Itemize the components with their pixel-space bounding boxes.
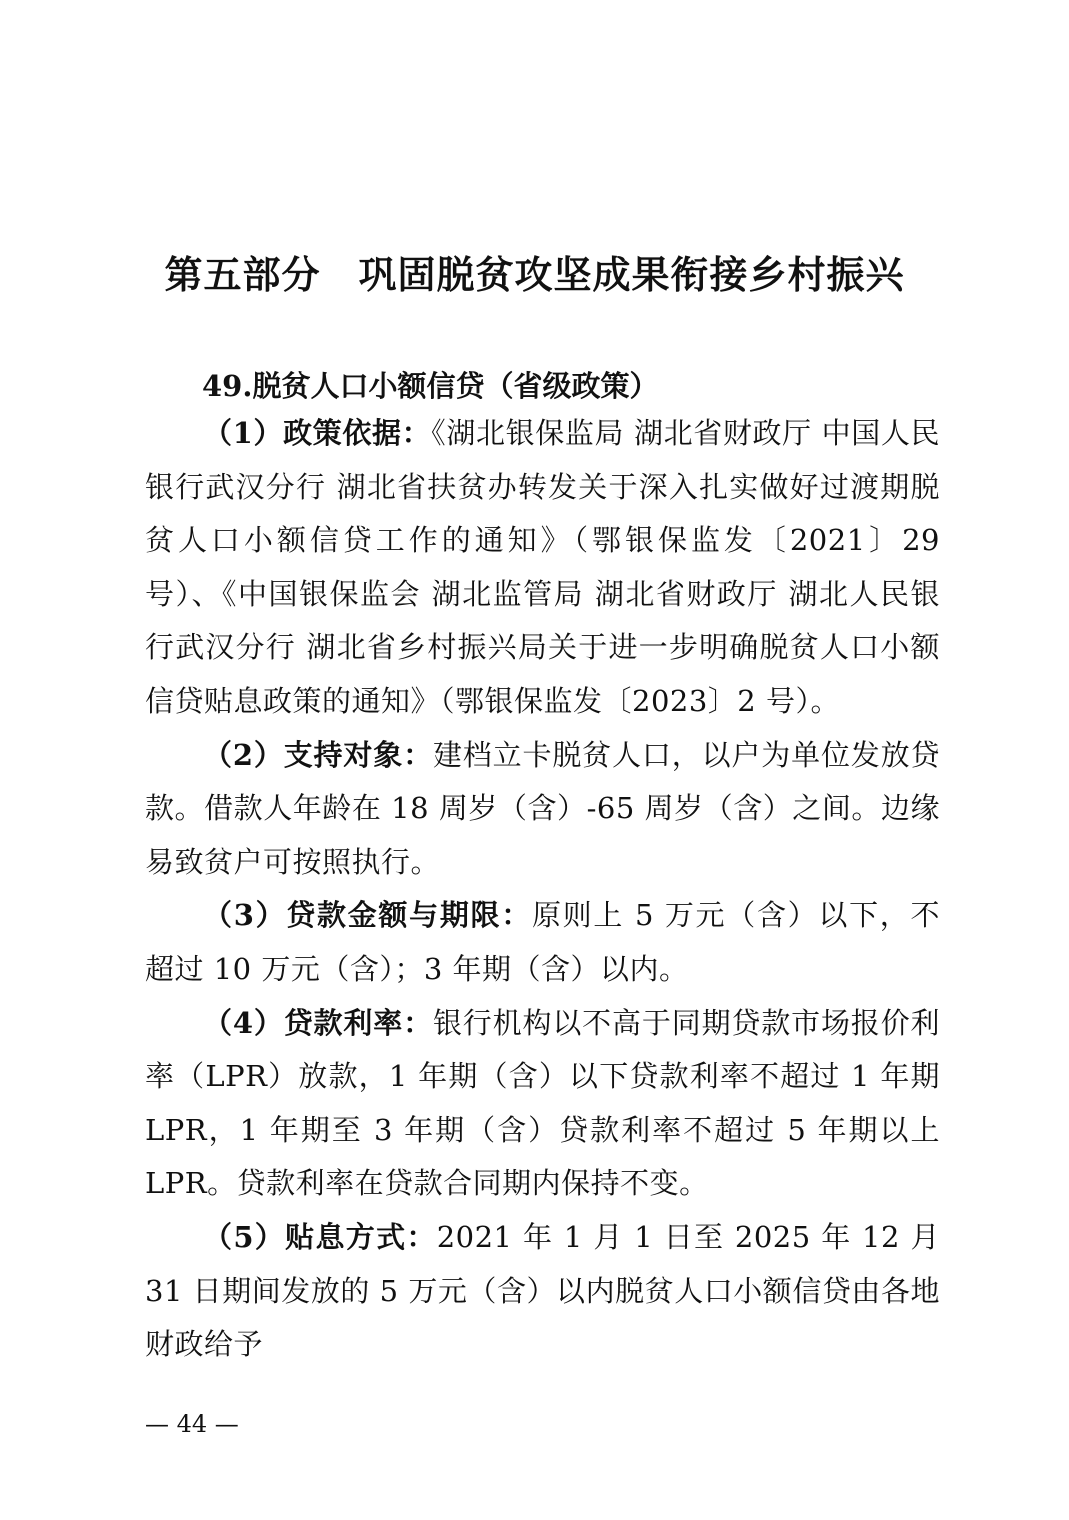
paragraph-label: （5）贴息方式： (203, 1219, 437, 1254)
section-heading: 49.脱贫人口小额信贷（省级政策） (202, 369, 659, 403)
paragraph-label: （2）支持对象： (203, 737, 433, 772)
paragraph-text: 《湖北银保监局 湖北省财政厅 中国人民银行武汉分行 湖北省扶贫办转发关于深入扎实做好过渡期脱贫人口小额信贷工作的通知》（鄂银保监发〔2021〕29 号）、《中国银保监会 湖北监管局 湖北省财政厅 湖北人民银行武汉分行 湖北省乡村振兴局关于进一步明确脱贫人口小额信贷贴息政策的通知》（鄂银保监发〔2023〕2 号）。 (145, 416, 940, 718)
paragraph-interest-subsidy (145, 1211, 940, 1372)
paragraph-loan-amount-term (145, 889, 940, 996)
paragraph-text: 原则上 5 万元（含）以下，不超过 10 万元（含）；3 年期（含）以内。 (145, 898, 940, 986)
paragraph-loan-rate (145, 997, 940, 1211)
paragraph-label: （4）贷款利率： (203, 1005, 433, 1040)
part-title (0, 244, 1069, 299)
paragraph-text: 建档立卡脱贫人口，以户为单位发放贷款。借款人年龄在 18 周岁（含）-65 周岁（含）之间。边缘易致贫户可按照执行。 (145, 737, 940, 879)
body-text (145, 407, 940, 1372)
paragraph-policy-basis (145, 407, 940, 729)
part-title-number: 第五部分 (164, 252, 321, 297)
paragraph-text: 2021 年 1 月 1 日至 2025 年 12 月 31 日期间发放的 5 万元（含）以内脱贫人口小额信贷由各地财政给予 (145, 1219, 940, 1362)
paragraph-label: （3）贷款金额与期限： (203, 898, 532, 933)
part-title-text: 巩固脱贫攻坚成果衔接乡村振兴 (358, 252, 905, 297)
paragraph-text: 银行机构以不高于同期贷款市场报价利率（LPR）放款，1 年期（含）以下贷款利率不超过 1 年期 LPR，1 年期至 3 年期（含）贷款利率不超过 5 年期以上 LPR。贷款利率在贷款合同期内保持不变。 (145, 1005, 940, 1201)
paragraph-support-target (145, 729, 940, 890)
paragraph-label: （1）政策依据： (203, 416, 432, 450)
page-number: — 44 — (145, 1410, 239, 1438)
